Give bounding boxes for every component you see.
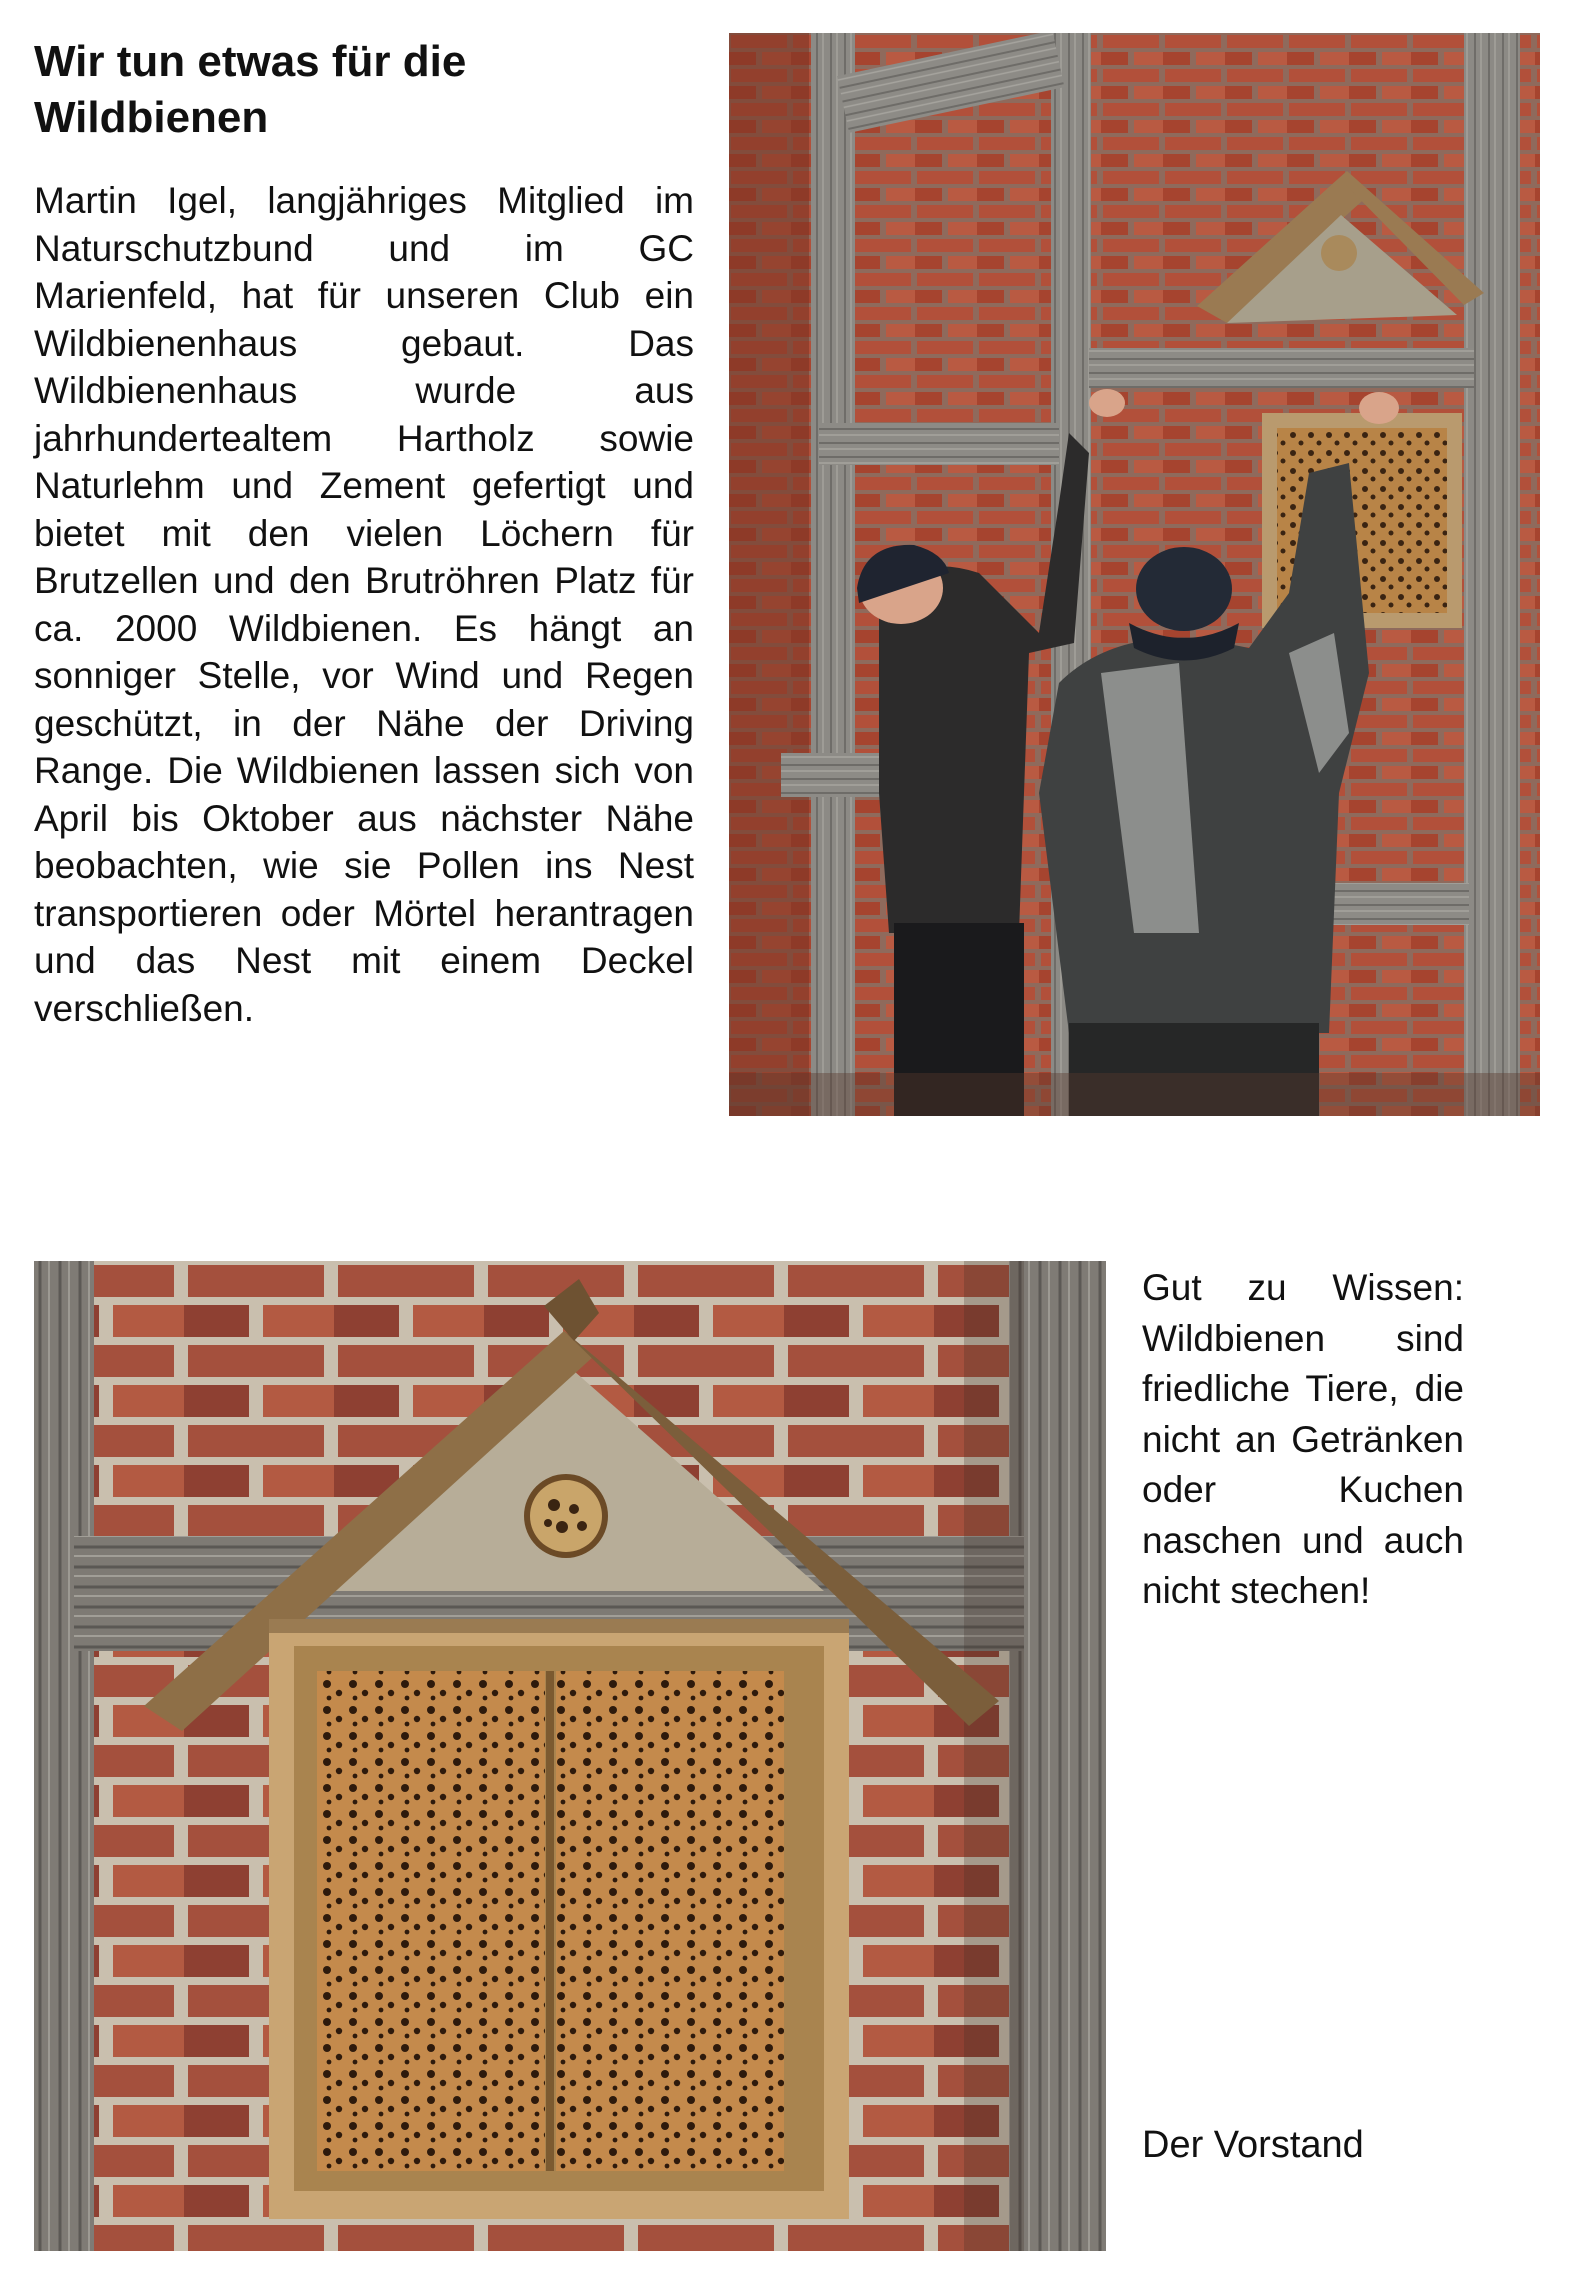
good-to-know-note: Gut zu Wissen: Wildbienen sind friedliche Tiere, die nicht an Getränken oder Kuchen naschen und auch nicht stechen! [1142, 1267, 1464, 1611]
article-body: Martin Igel, langjähriges Mitglied im Naturschutzbund und im GC Marienfeld, hat für unseren Club ein Wildbienenhaus gebaut. Das Wildbienenhaus wurde aus jahrhundertealtem Hartholz sowie Naturlehm und Zement gefertigt und bietet mit den vielen Löchern für Brutzellen und den Brutröhren Platz für ca. 2000 Wildbienen. Es hängt an sonniger Stelle, vor Wind und Regen geschützt, in der Nähe der Driving Range. Die Wildbienen lassen sich von April bis Oktober aus nächster Nähe beobachten, wie sie Pollen ins Nest transportieren oder Mörtel herantragen und das Nest mit einem Deckel verschließen. [34, 180, 694, 1029]
signature: Der Vorstand [1142, 2124, 1364, 2166]
photo-bee-hotel-closeup [34, 1261, 1106, 2251]
photo-mounting-bee-hotel [729, 33, 1540, 1116]
article-title: Wir tun etwas für die Wildbienen [34, 37, 467, 142]
